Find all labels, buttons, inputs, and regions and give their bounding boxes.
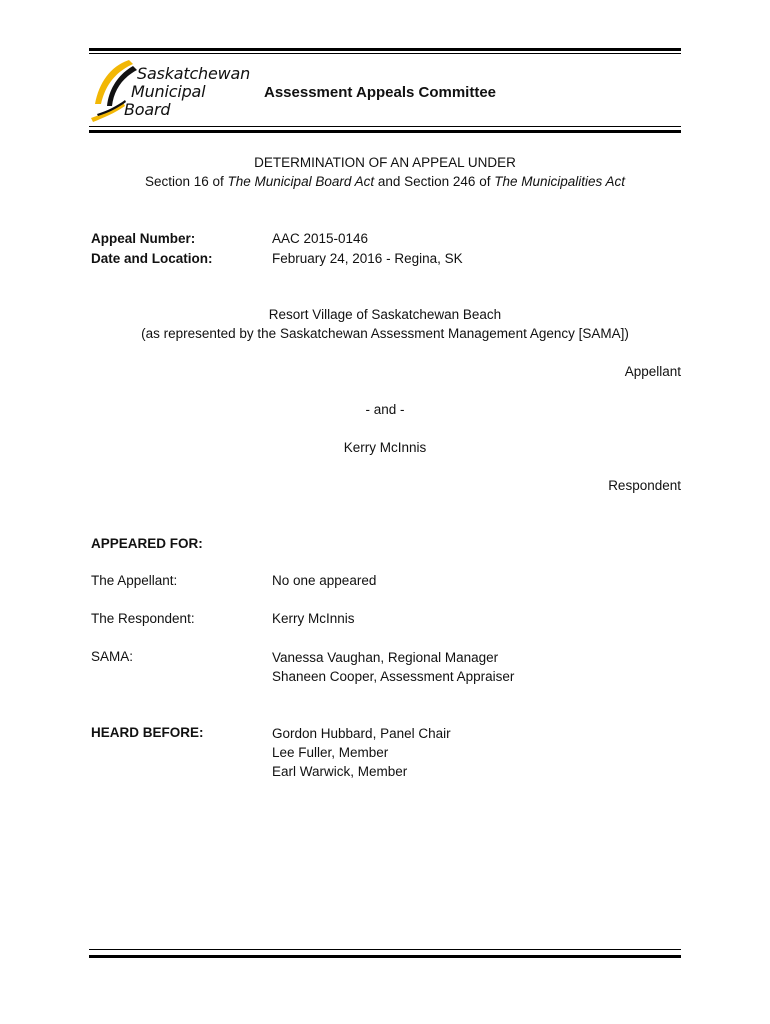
respondent-appearance-value: Kerry McInnis <box>272 611 355 626</box>
sama-rep-2: Shaneen Cooper, Assessment Appraiser <box>272 669 515 684</box>
act-title-municipal-board: The Municipal Board Act <box>227 174 375 189</box>
header-rule-thick <box>89 130 681 133</box>
sections-text-1: Section 16 of <box>144 174 228 189</box>
logo-line-2: Municipal <box>131 82 206 101</box>
act-title-municipalities: The Municipalities Act <box>494 174 626 189</box>
and-separator: - and - <box>365 402 405 417</box>
bottom-rule-thick <box>89 955 681 958</box>
appellant-role: Appellant <box>624 364 681 379</box>
committee-title: Assessment Appeals Committee <box>264 84 497 101</box>
header-rule-thin <box>89 126 681 127</box>
appellant-appearance-label: The Appellant: <box>91 573 178 588</box>
determination-heading: DETERMINATION OF AN APPEAL UNDER <box>254 155 516 170</box>
appeal-number-label: Appeal Number: <box>91 231 196 246</box>
appellant-representation: (as represented by the Saskatchewan Assessment Management Agency [SAMA]) <box>141 326 629 341</box>
sama-rep-1: Vanessa Vaughan, Regional Manager <box>272 650 499 665</box>
panel-member: Gordon Hubbard, Panel Chair <box>272 726 451 741</box>
panel-member: Earl Warwick, Member <box>272 764 408 779</box>
appellant-name: Resort Village of Saskatchewan Beach <box>268 307 502 322</box>
heard-before-label: HEARD BEFORE: <box>91 725 204 740</box>
top-rule-thick <box>89 48 681 51</box>
smb-logo <box>89 56 259 124</box>
logo-line-3: Board <box>124 100 171 119</box>
sama-appearance-values <box>272 648 514 686</box>
bottom-rule-thin <box>89 949 681 950</box>
sama-appearance-label: SAMA: <box>91 649 134 664</box>
date-location-value: February 24, 2016 - Regina, SK <box>272 251 463 266</box>
respondent-role: Respondent <box>608 478 681 493</box>
appeared-for-heading: APPEARED FOR: <box>91 536 203 551</box>
panel-member: Lee Fuller, Member <box>272 745 389 760</box>
respondent-name: Kerry McInnis <box>343 440 427 455</box>
appellant-appearance-value: No one appeared <box>272 573 377 588</box>
determination-sections <box>89 174 681 189</box>
panel-members <box>272 724 451 781</box>
date-location-label: Date and Location: <box>91 251 213 266</box>
appeal-number-value: AAC 2015-0146 <box>272 231 369 246</box>
sections-text-2: and Section 246 of <box>374 174 495 189</box>
logo-line-1: Saskatchewan <box>137 64 251 83</box>
respondent-appearance-label: The Respondent: <box>91 611 195 626</box>
top-rule-thin <box>89 53 681 54</box>
